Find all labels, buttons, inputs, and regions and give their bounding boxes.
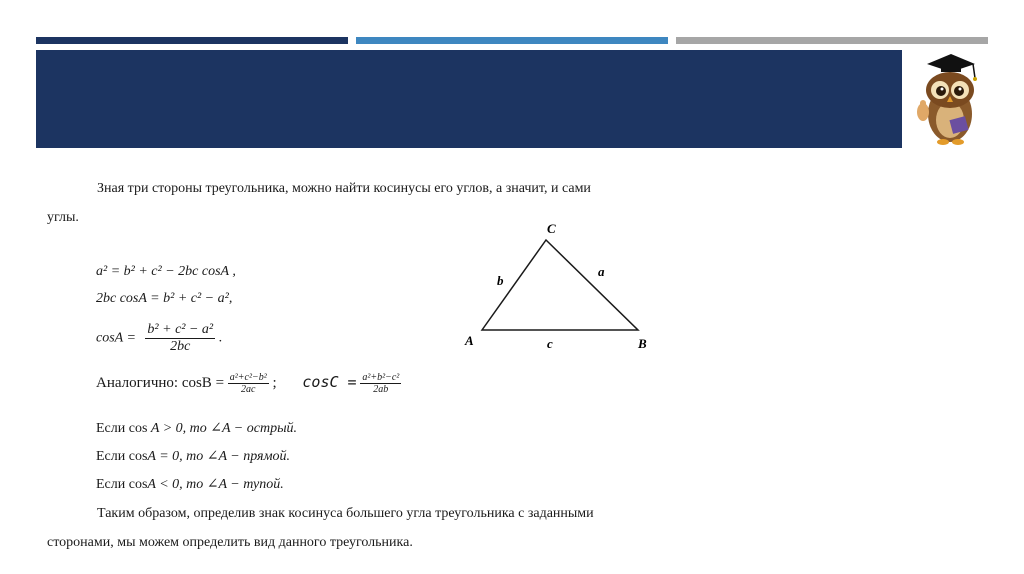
- side-a-label: a: [598, 264, 605, 279]
- case-obtuse: [96, 476, 284, 493]
- vertex-c-label: C: [547, 221, 556, 236]
- decor-bar-blue: [356, 37, 668, 44]
- cosC-lhs: cosC =: [302, 372, 357, 391]
- cosA-numerator: b² + c² − a²: [147, 322, 214, 337]
- case-acute-math: A > 0, то ∠A − острый.: [150, 421, 298, 436]
- conclusion-line1: Таким образом, определив знак косинуса большего угла треугольника с заданными: [97, 506, 594, 521]
- triangle-diagram: [455, 218, 665, 358]
- header-banner: [36, 50, 902, 148]
- cosB-numerator: a²+c²−b²: [229, 372, 267, 383]
- case-obtuse-prefix: Если cos: [96, 477, 148, 492]
- analog-line: [96, 372, 401, 395]
- cosB-lhs: cosB =: [181, 374, 225, 391]
- case-obtuse-math: A < 0, то ∠A − тупой.: [147, 477, 284, 492]
- decor-bar-gray: [676, 37, 988, 44]
- cosB-fraction: [228, 372, 269, 395]
- formula-rearranged: 2bc cosA = b² + c² − a²,: [96, 291, 233, 306]
- cosA-lhs: cosA =: [96, 330, 136, 346]
- case-right: [96, 448, 290, 465]
- cosA-fraction: [145, 322, 215, 355]
- cosB-denominator: 2ac: [241, 384, 256, 395]
- cosC-fraction: [360, 372, 401, 395]
- vertex-a-label: A: [465, 333, 474, 348]
- vertex-b-label: B: [638, 336, 647, 351]
- case-right-math: A = 0, то ∠A − прямой.: [147, 449, 290, 464]
- conclusion-line2: сторонами, мы можем определить вид данного треугольника.: [47, 535, 413, 550]
- analog-label: Аналогично:: [96, 374, 179, 391]
- case-acute-prefix: Если cos: [96, 421, 148, 436]
- owl-logo: [903, 50, 988, 148]
- triangle-shape: [482, 240, 638, 330]
- paragraph-intro-line1: Зная три стороны треугольника, можно найти косинусы его углов, а значит, и сами: [97, 181, 591, 196]
- case-right-prefix: Если cos: [96, 449, 148, 464]
- side-b-label: b: [497, 273, 504, 288]
- formula-cosA: [96, 322, 222, 355]
- decor-bar-dark: [36, 37, 348, 44]
- case-acute: [96, 420, 297, 437]
- cosA-end: .: [218, 330, 223, 346]
- cosC-numerator: a²+b²−c²: [362, 372, 400, 383]
- cosA-denominator: 2bc: [170, 339, 191, 354]
- formula-law-of-cosines: a² = b² + c² − 2bc cosA ,: [96, 264, 236, 279]
- paragraph-intro-line2: углы.: [47, 210, 79, 225]
- side-c-label: c: [547, 336, 553, 351]
- owl-graduate-icon: [903, 50, 988, 148]
- cosC-denominator: 2ab: [373, 384, 389, 395]
- formula-separator: ;: [272, 374, 277, 391]
